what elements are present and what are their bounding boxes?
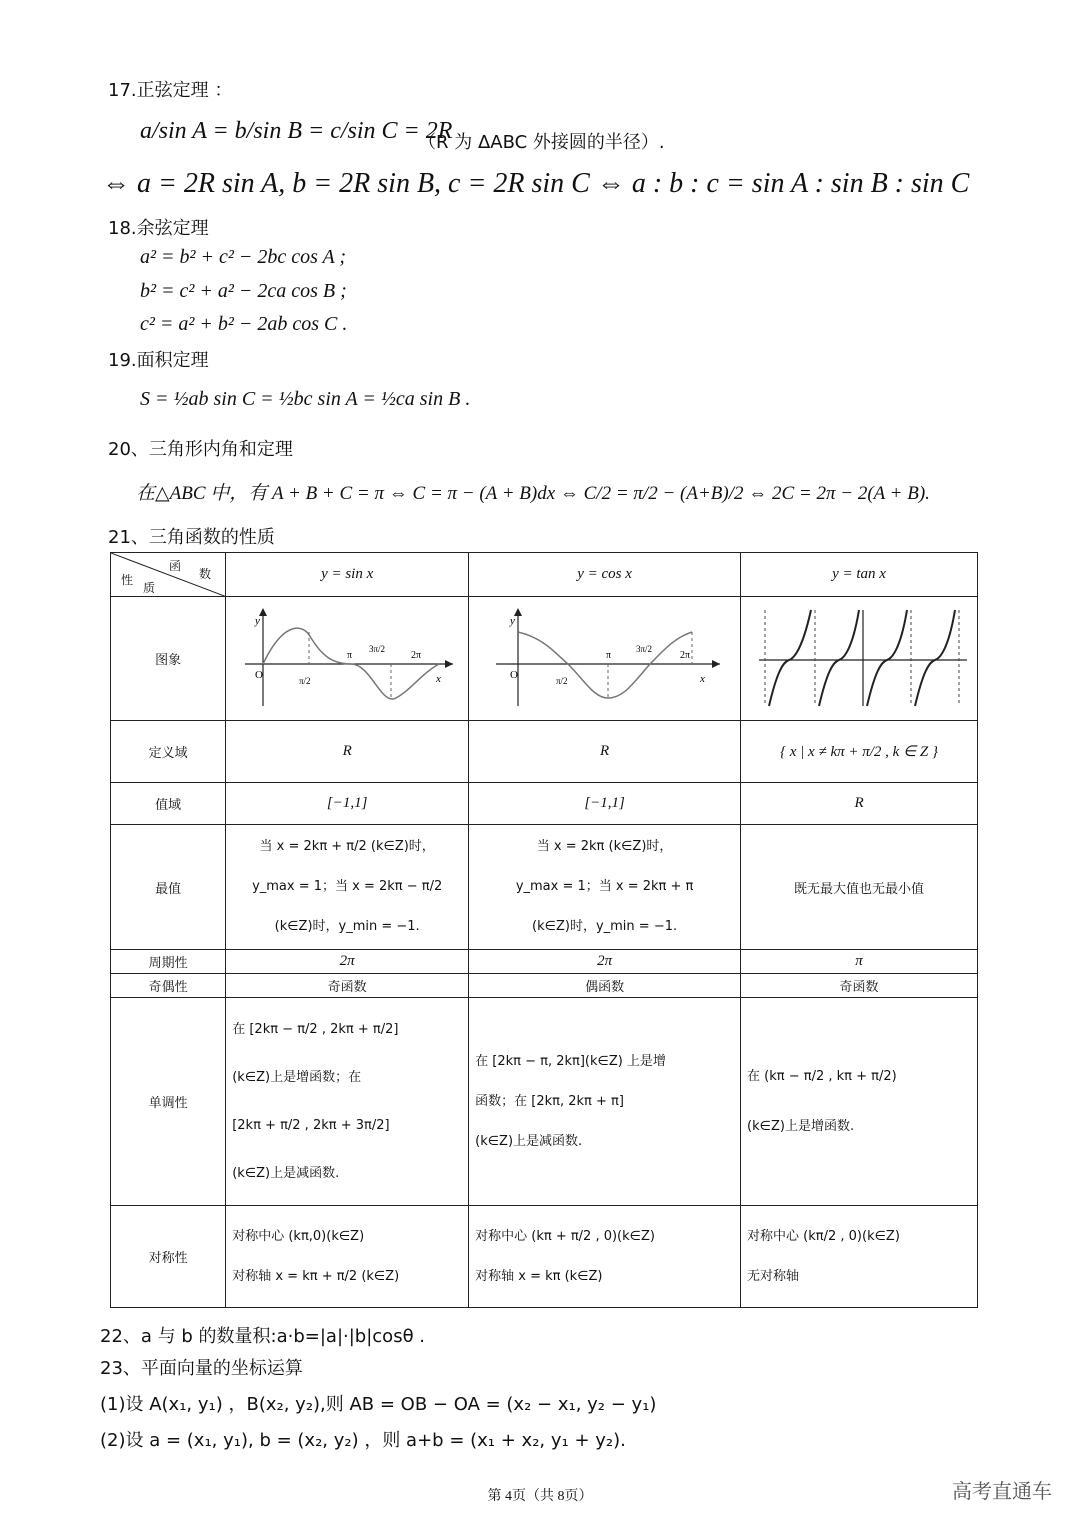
cos-parity: 偶函数: [469, 974, 741, 998]
cos-graph-3pi-half: 3π/2: [635, 643, 652, 654]
cosine-law-b: b² = c² + a² − 2ca cos B ;: [140, 280, 347, 302]
row-label-domain: 定义域: [111, 721, 226, 783]
sin-sym-center: 对称中心 (kπ,0)(k∈Z): [232, 1228, 365, 1244]
row-label-graph: 图象: [111, 597, 226, 721]
tan-graph-cell: [741, 597, 978, 721]
vector-coord-line-2: (2)设 a = (x₁, y₁), b = (x₂, y₂) ，则 a+b = (x₁ + x₂, y₁ + y₂).: [100, 1430, 626, 1451]
row-period: [111, 950, 978, 974]
tan-graph: [745, 602, 973, 712]
cos-graph-pi-half: π/2: [555, 675, 568, 686]
section-22-dot-product: 22、a 与 b 的数量积:a·b=|a|·|b|cosθ .: [100, 1326, 426, 1347]
cos-symmetry: [469, 1206, 741, 1308]
sin-range: [−1,1]: [226, 783, 469, 825]
sin-graph-pi-half: π/2: [299, 675, 311, 686]
sin-parity: 奇函数: [226, 974, 469, 998]
tan-mono-line-1: 在 (kπ − π/2 , kπ + π/2): [747, 1068, 897, 1084]
row-extrema: [111, 825, 978, 950]
cos-graph-origin: O: [509, 668, 518, 681]
tan-range: R: [741, 783, 978, 825]
sin-mono-line-2: (k∈Z)上是增函数；在: [232, 1069, 362, 1085]
row-domain: [111, 721, 978, 783]
cos-mono-line-2: 函数；在 [2kπ, 2kπ + π]: [475, 1093, 624, 1109]
table-corner-cell: [111, 553, 226, 597]
cos-graph-2pi: 2π: [679, 649, 690, 661]
cos-graph-pi: π: [605, 649, 611, 661]
cos-range: [−1,1]: [469, 783, 741, 825]
cos-sym-center: 对称中心 (kπ + π/2 , 0)(k∈Z): [475, 1228, 655, 1244]
row-label-extrema: 最值: [111, 825, 226, 950]
col-cos: y = cos x: [469, 553, 741, 597]
section-23-title: 23、平面向量的坐标运算: [100, 1358, 303, 1379]
sin-graph-x-label: x: [436, 672, 442, 685]
row-parity: [111, 974, 978, 998]
sin-monotonic: [226, 998, 469, 1206]
corner-label-bottom: 质: [143, 581, 156, 595]
trig-properties-table: [110, 552, 978, 1308]
sin-extrema: [226, 825, 469, 950]
table-header-row: [111, 553, 978, 597]
tan-parity: 奇函数: [741, 974, 978, 998]
row-graph: [111, 597, 978, 721]
row-range: [111, 783, 978, 825]
cos-graph-y-label: y: [509, 614, 515, 627]
cosine-law-a: a² = b² + c² − 2bc cos A ;: [140, 246, 347, 268]
cos-extrema-line-3: (k∈Z)时，y_min = −1.: [532, 919, 678, 934]
sine-law-equivalence: ⇔ a = 2R sin A, b = 2R sin B, c = 2R sin C ⇔ a : b : c = sin A : sin B : sin C: [102, 168, 970, 199]
tan-symmetry: [741, 1206, 978, 1308]
row-label-range: 值域: [111, 783, 226, 825]
tan-sym-center: 对称中心 (kπ/2 , 0)(k∈Z): [747, 1228, 900, 1244]
tan-period: π: [741, 950, 978, 974]
corner-label-left: 性: [121, 573, 134, 587]
sin-graph-cell: [226, 597, 469, 721]
row-monotonic: [111, 998, 978, 1206]
col-tan: y = tan x: [741, 553, 978, 597]
corner-label-topright: 数: [199, 567, 212, 581]
cos-graph: [474, 602, 736, 712]
sin-mono-line-1: 在 [2kπ − π/2 , 2kπ + π/2]: [232, 1021, 399, 1037]
section-20-title: 20、三角形内角和定理: [108, 439, 293, 460]
vector-coord-line-1: (1)设 A(x₁, y₁) ，B(x₂, y₂),则 AB = OB − OA = (x₂ − x₁, y₂ − y₁): [100, 1394, 657, 1415]
cos-mono-line-1: 在 [2kπ − π, 2kπ](k∈Z) 上是增: [475, 1053, 666, 1069]
cos-sym-axis: 对称轴 x = kπ (k∈Z): [475, 1268, 603, 1284]
sin-symmetry: [226, 1206, 469, 1308]
row-label-monotonic: 单调性: [111, 998, 226, 1206]
sin-extrema-line-2: y_max = 1；当 x = 2kπ − π/2: [252, 879, 443, 894]
cos-graph-x-label: x: [699, 672, 705, 685]
angle-sum-formula: 在△ABC 中，有 A + B + C = π ⇔ C = π − (A + B)dx ⇔ C/2 = π/2 − (A+B)/2 ⇔ 2C = 2π − 2(A + B).: [136, 483, 930, 504]
sin-graph-y-label: y: [255, 614, 261, 627]
sin-period: 2π: [226, 950, 469, 974]
section-18-title: 18.余弦定理: [108, 218, 209, 239]
sin-domain: R: [226, 721, 469, 783]
sin-graph-3pi-half: 3π/2: [369, 643, 386, 654]
sin-graph-2pi: 2π: [411, 649, 422, 661]
row-symmetry: [111, 1206, 978, 1308]
sin-extrema-line-1: 当 x = 2kπ + π/2 (k∈Z)时，: [259, 839, 435, 854]
watermark: 高考直通车: [952, 1479, 1052, 1503]
cos-domain: R: [469, 721, 741, 783]
tan-domain: { x | x ≠ kπ + π/2 , k ∈ Z }: [741, 721, 978, 783]
section-19-title: 19.面积定理: [108, 350, 209, 371]
section-17-title: 17.正弦定理 ：: [108, 80, 233, 101]
cos-mono-line-3: (k∈Z)上是减函数.: [475, 1133, 583, 1149]
sin-graph-pi: π: [347, 649, 353, 661]
tan-mono-line-2: (k∈Z)上是增函数.: [747, 1118, 855, 1134]
sin-mono-line-3: [2kπ + π/2 , 2kπ + 3π/2]: [232, 1117, 390, 1133]
corner-label-top: 函: [169, 559, 182, 573]
cosine-law-c: c² = a² + b² − 2ab cos C .: [140, 313, 348, 335]
section-21-title: 21、三角函数的性质: [108, 527, 275, 548]
row-label-symmetry: 对称性: [111, 1206, 226, 1308]
tan-monotonic: [741, 998, 978, 1206]
sin-sym-axis: 对称轴 x = kπ + π/2 (k∈Z): [232, 1268, 400, 1284]
tan-extrema: 既无最大值也无最小值: [741, 825, 978, 950]
row-label-parity: 奇偶性: [111, 974, 226, 998]
sin-mono-line-4: (k∈Z)上是减函数.: [232, 1165, 340, 1181]
cos-graph-cell: [469, 597, 741, 721]
page-footer: 第 4页（共 8页）: [487, 1489, 593, 1504]
col-sin: y = sin x: [226, 553, 469, 597]
cos-extrema-line-2: y_max = 1；当 x = 2kπ + π: [515, 879, 694, 894]
sin-graph: [231, 602, 463, 712]
sine-law-formula: a/sin A = b/sin B = c/sin C = 2R: [140, 118, 453, 144]
row-label-period: 周期性: [111, 950, 226, 974]
cos-extrema-line-1: 当 x = 2kπ (k∈Z)时，: [536, 839, 673, 854]
cos-extrema: [469, 825, 741, 950]
sin-extrema-line-3: (k∈Z)时，y_min = −1.: [274, 919, 420, 934]
area-formula: S = ½ab sin C = ½bc sin A = ½ca sin B .: [140, 388, 471, 410]
cos-period: 2π: [469, 950, 741, 974]
cos-monotonic: [469, 998, 741, 1206]
sine-law-note: （R 为 ΔABC 外接圆的半径）.: [418, 132, 665, 153]
tan-sym-axis: 无对称轴: [747, 1268, 800, 1284]
sin-graph-origin: O: [255, 668, 264, 681]
